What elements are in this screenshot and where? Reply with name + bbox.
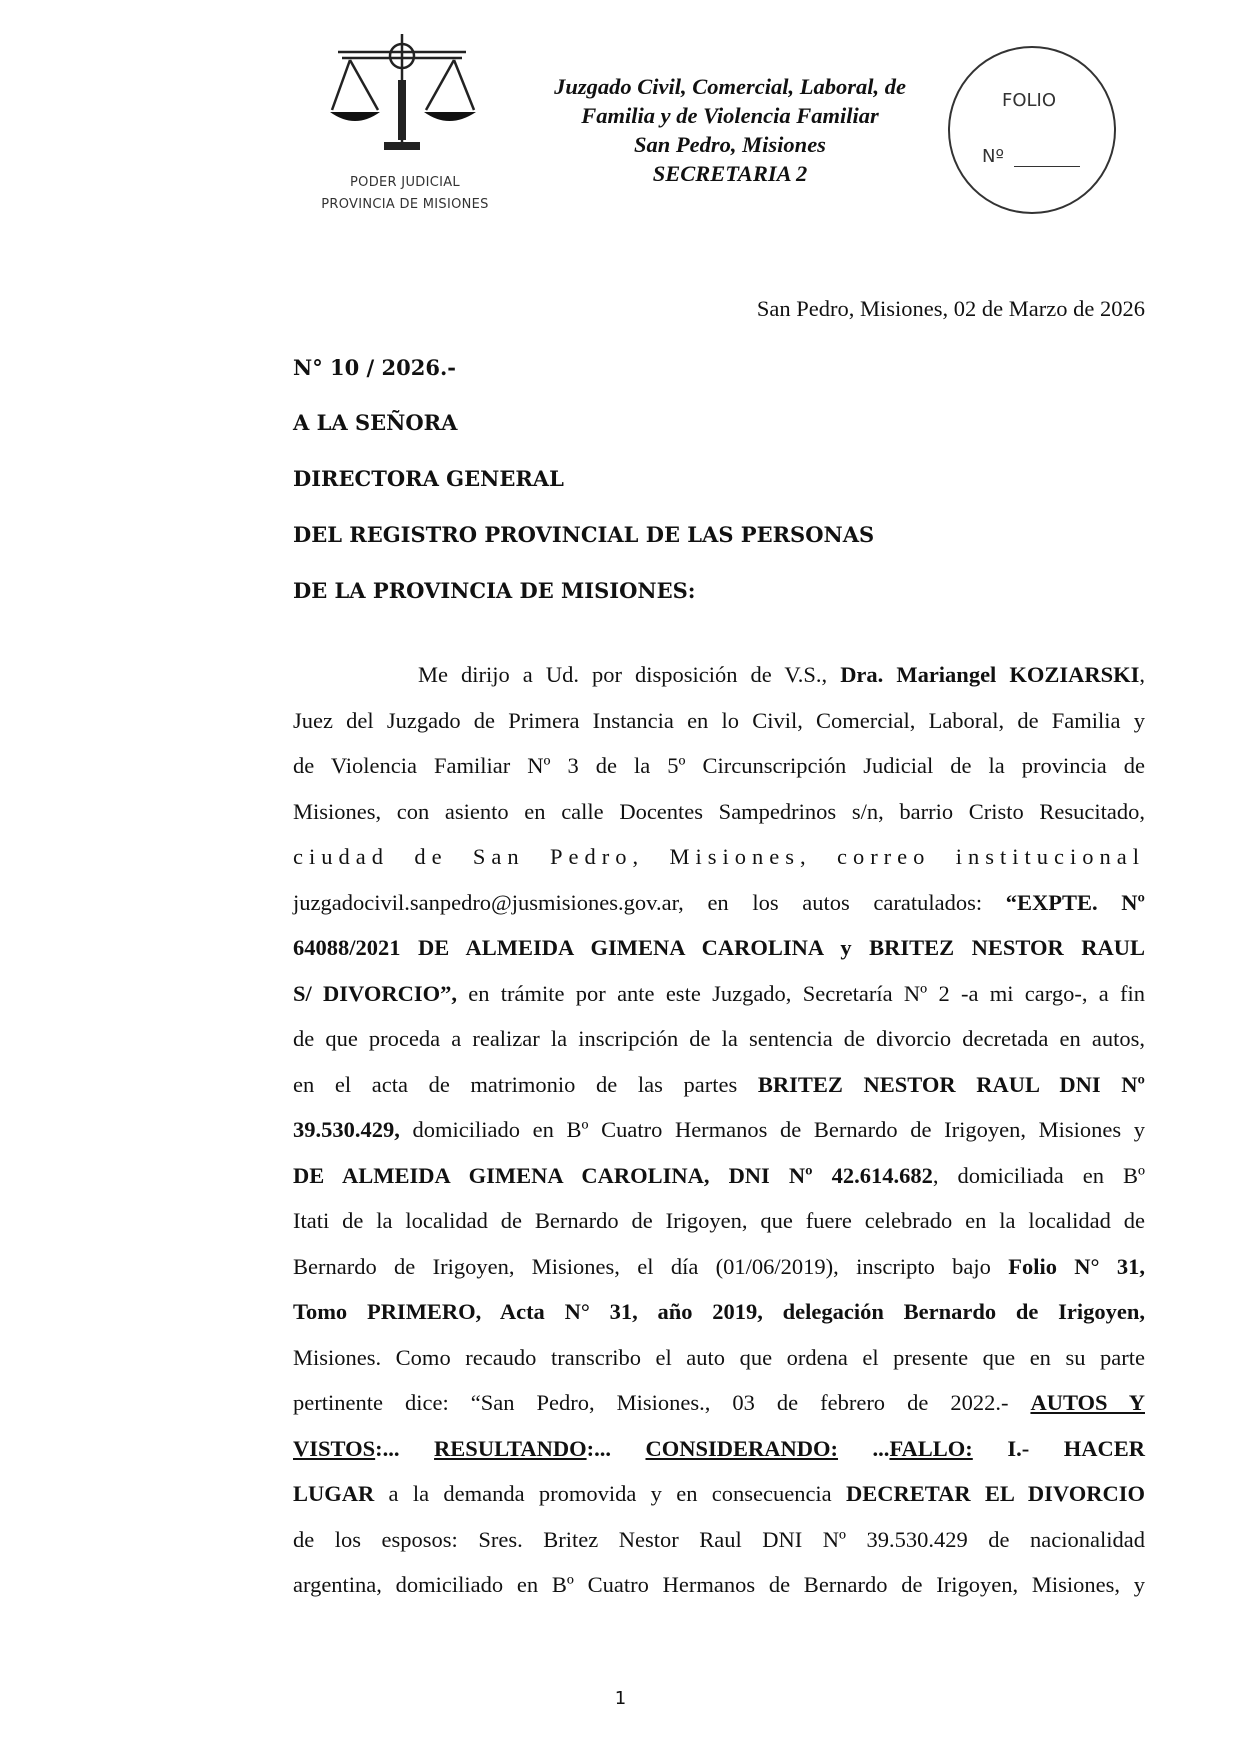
party-dni: 39.530.429, xyxy=(293,1117,400,1142)
text-run: en trámite por ante este Juzgado, Secretaría Nº 2 -a mi cargo-, a fin xyxy=(456,980,1145,1006)
body-line: Juez del Juzgado de Primera Instancia en lo Civil, Comercial, Laboral, de Familia y xyxy=(293,707,1145,733)
text-run: en el acta de matrimonio de las partes xyxy=(293,1071,758,1097)
addressee-line: A LA SEÑORA xyxy=(293,410,458,435)
body-line xyxy=(293,1062,1145,1108)
addressee-line: DE LA PROVINCIA DE MISIONES: xyxy=(293,578,696,603)
ruling-text: LUGAR xyxy=(293,1481,375,1506)
text-run: :... xyxy=(375,1435,435,1461)
body-line: ciudad de San Pedro, Misiones, correo institucional xyxy=(293,844,1145,869)
case-title: “EXPTE. Nº xyxy=(1005,889,1145,915)
text-run: , domiciliada en Bº xyxy=(932,1162,1145,1188)
court-line: Juzgado Civil, Comercial, Laboral, de xyxy=(554,74,906,99)
body-line xyxy=(293,1426,1145,1472)
party-name: DE ALMEIDA GIMENA CAROLINA, DNI Nº 42.614.682 xyxy=(293,1162,933,1188)
court-line: Familia y de Violencia Familiar xyxy=(581,103,879,128)
document-date: San Pedro, Misiones, 02 de Marzo de 2026 xyxy=(756,296,1145,321)
body-line: de que proceda a realizar la inscripción de la sentencia de divorcio decretada en autos, xyxy=(293,1026,1145,1051)
text-run: juzgadocivil.sanpedro@jusmisiones.gov.ar, en los autos caratulados: xyxy=(293,889,1006,915)
text-run: domiciliado en Bº Cuatro Hermanos de Bernardo de Irigoyen, Misiones y xyxy=(399,1117,1145,1142)
body-line: Misiones. Como recaudo transcribo el auto que ordena el presente que en su parte xyxy=(293,1344,1145,1370)
body-line: Itati de la localidad de Bernardo de Irigoyen, que fuere celebrado en la localidad de xyxy=(293,1208,1145,1233)
case-title: S/ DIVORCIO”, xyxy=(293,980,457,1006)
logo-caption-line1: PODER JUDICIAL xyxy=(350,175,460,190)
text-run: Bernardo de Irigoyen, Misiones, el día (01/06/2019), inscripto bajo xyxy=(293,1253,1009,1279)
oficio-number: N° 10 / 2026.- xyxy=(293,355,456,380)
text-run: , xyxy=(1139,662,1145,687)
body-line xyxy=(293,880,1145,926)
judicial-logo xyxy=(300,30,510,220)
party-name: BRITEZ NESTOR RAUL DNI Nº xyxy=(757,1071,1145,1097)
ruling-section: AUTOS Y xyxy=(1030,1390,1145,1415)
body-line xyxy=(293,652,1145,698)
registry-ref: Folio N° 31, xyxy=(1008,1253,1145,1279)
ruling-section: RESULTANDO xyxy=(434,1435,587,1461)
ruling-text: DECRETAR EL DIVORCIO xyxy=(845,1481,1145,1506)
body-line xyxy=(293,1244,1145,1290)
court-line: San Pedro, Misiones xyxy=(634,132,826,157)
text-run: :... xyxy=(586,1435,646,1461)
text-run: Me dirijo a Ud. por disposición de V.S., xyxy=(418,662,841,687)
scales-of-justice-icon xyxy=(328,30,478,172)
judge-name: Dra. Mariangel KOZIARSKI xyxy=(840,662,1140,687)
body-line: Misiones, con asiento en calle Docentes Sampedrinos s/n, barrio Cristo Resucitado, xyxy=(293,798,1145,824)
logo-caption-line2: PROVINCIA DE MISIONES xyxy=(321,197,489,212)
folio-stamp xyxy=(948,46,1116,214)
text-run: ... xyxy=(838,1435,890,1461)
body-line xyxy=(293,971,1145,1017)
body-line: Tomo PRIMERO, Acta N° 31, año 2019, delegación Bernardo de Irigoyen, xyxy=(293,1299,1145,1324)
ruling-section: VISTOS xyxy=(293,1435,376,1461)
body-line: argentina, domiciliado en Bº Cuatro Hermanos de Bernardo de Irigoyen, Misiones, y xyxy=(293,1572,1145,1597)
court-heading xyxy=(520,72,940,188)
body-line: de Violencia Familiar Nº 3 de la 5º Circunscripción Judicial de la provincia de xyxy=(293,753,1145,778)
body-line: 64088/2021 DE ALMEIDA GIMENA CAROLINA y BRITEZ NESTOR RAUL xyxy=(293,935,1145,960)
ruling-section: FALLO: xyxy=(889,1435,973,1461)
body-paragraph xyxy=(293,652,1145,1608)
ruling-section: CONSIDERANDO: xyxy=(645,1435,839,1461)
text-run: pertinente dice: “San Pedro, Misiones., 03 de febrero de 2022.- xyxy=(293,1390,1031,1415)
court-line: SECRETARIA 2 xyxy=(652,161,808,186)
folio-label: FOLIO xyxy=(1002,90,1057,111)
page-number: 1 xyxy=(614,1688,627,1709)
addressee-line: DEL REGISTRO PROVINCIAL DE LAS PERSONAS xyxy=(293,522,875,547)
body-line: de los esposos: Sres. Britez Nestor Raul DNI Nº 39.530.429 de nacionalidad xyxy=(293,1526,1145,1552)
body-line xyxy=(293,1471,1145,1517)
text-run: a la demanda promovida y en consecuencia xyxy=(374,1481,846,1506)
folio-number-label: Nº xyxy=(982,146,1004,167)
text-run: I.- HACER xyxy=(972,1435,1145,1461)
body-line xyxy=(293,1107,1145,1153)
addressee-line: DIRECTORA GENERAL xyxy=(293,466,564,491)
body-line xyxy=(293,1153,1145,1199)
body-line xyxy=(293,1380,1145,1426)
folio-number-blank xyxy=(1014,166,1080,167)
